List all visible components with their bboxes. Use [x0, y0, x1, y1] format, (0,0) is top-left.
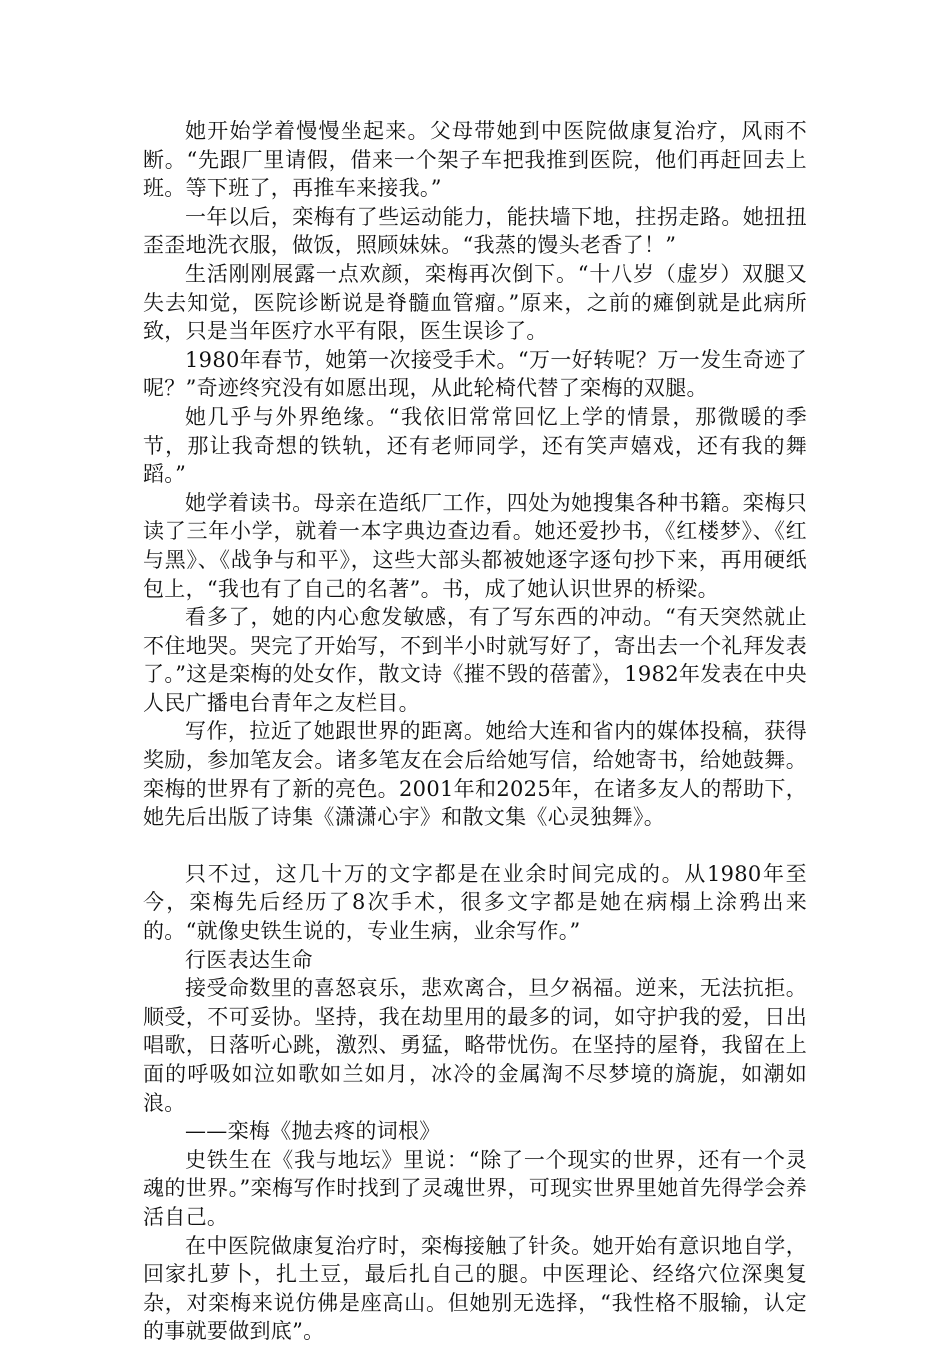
- paragraph: 生活刚刚展露一点欢颜，栾梅再次倒下。“十八岁（虚岁）双腿又失去知觉，医院诊断说是脊髓血管瘤。”原来，之前的瘫倒就是此病所致，只是当年医疗水平有限，医生误诊了。: [143, 261, 807, 344]
- paragraph: 只不过，这几十万的文字都是在业余时间完成的。从1980年至今，栾梅先后经历了8次手术，很多文字都是她在病榻上涂鸦出来的。“就像史铁生说的，专业生病，业余写作。”: [143, 861, 807, 944]
- paragraph: 一年以后，栾梅有了些运动能力，能扶墙下地，拄拐走路。她扭扭歪歪地洗衣服，做饭，照顾妹妹。“我蒸的馒头老香了！”: [143, 204, 807, 258]
- section-heading: 行医表达生命: [185, 947, 313, 972]
- paragraph: 看多了，她的内心愈发敏感，有了写东西的冲动。“有天突然就止不住地哭。哭完了开始写，不到半小时就写好了，寄出去一个礼拜发表了。”这是栾梅的处女作，散文诗《摧不毁的蓓蕾》，1982年发表在中央人民广播电台青年之友栏目。: [143, 605, 807, 715]
- paragraph: 在中医院做康复治疗时，栾梅接触了针灸。她开始有意识地自学，回家扎萝卜，扎土豆，最后扎自己的腿。中医理论、经络穴位深奥复杂，对栾梅来说仿佛是座高山。但她别无选择，“我性格不服输，认定的事就要做到底”。: [143, 1233, 807, 1344]
- paragraph: 史铁生在《我与地坛》里说：“除了一个现实的世界，还有一个灵魂的世界。”栾梅写作时找到了灵魂世界，可现实世界里她首先得学会养活自己。: [143, 1147, 807, 1229]
- paragraph: 写作，拉近了她跟世界的距离。她给大连和省内的媒体投稿，获得奖励，参加笔友会。诸多笔友在会后给她写信，给她寄书，给她鼓舞。栾梅的世界有了新的亮色。2001年和2025年，在诸多友人的帮助下，她先后出版了诗集《潇潇心宇》和散文集《心灵独舞》。: [143, 719, 807, 830]
- paragraph: 她开始学着慢慢坐起来。父母带她到中医院做康复治疗，风雨不断。“先跟厂里请假，借来一个架子车把我推到医院，他们再赶回去上班。等下班了，再推车来接我。”: [143, 119, 807, 201]
- paragraph: 她几乎与外界绝缘。“我依旧常常回忆上学的情景，那微暖的季节，那让我奇想的铁轨，还有老师同学，还有笑声嬉戏，还有我的舞蹈。”: [143, 404, 807, 487]
- paragraph-gap: [143, 832, 807, 860]
- quote-paragraph: 接受命数里的喜怒哀乐，悲欢离合，旦夕祸福。逆来，无法抗拒。顺受，不可妥协。坚持，我在劫里用的最多的词，如守护我的爱，日出唱歌，日落听心跳，激烈、勇猛，略带忧伤。在坚持的屋脊，我留在上面的呼吸如泣如歌如兰如月，冰冷的金属淘不尽梦境的旖旎，如潮如浪。: [143, 976, 807, 1115]
- paragraph: 1980年春节，她第一次接受手术。“万一好转呢？万一发生奇迹了呢？”奇迹终究没有如愿出现，从此轮椅代替了栾梅的双腿。: [143, 347, 807, 401]
- quote-attribution: ——栾梅《抛去疼的词根》: [185, 1119, 441, 1144]
- document-page: [143, 117, 807, 1346]
- paragraph: 她学着读书。母亲在造纸厂工作，四处为她搜集各种书籍。栾梅只读了三年小学，就着一本字典边查边看。她还爱抄书，《红楼梦》、《红与黑》、《战争与和平》，这些大部头都被她逐字逐句抄下来，再用硬纸包上，“我也有了自己的名著”。书，成了她认识世界的桥梁。: [143, 490, 807, 601]
